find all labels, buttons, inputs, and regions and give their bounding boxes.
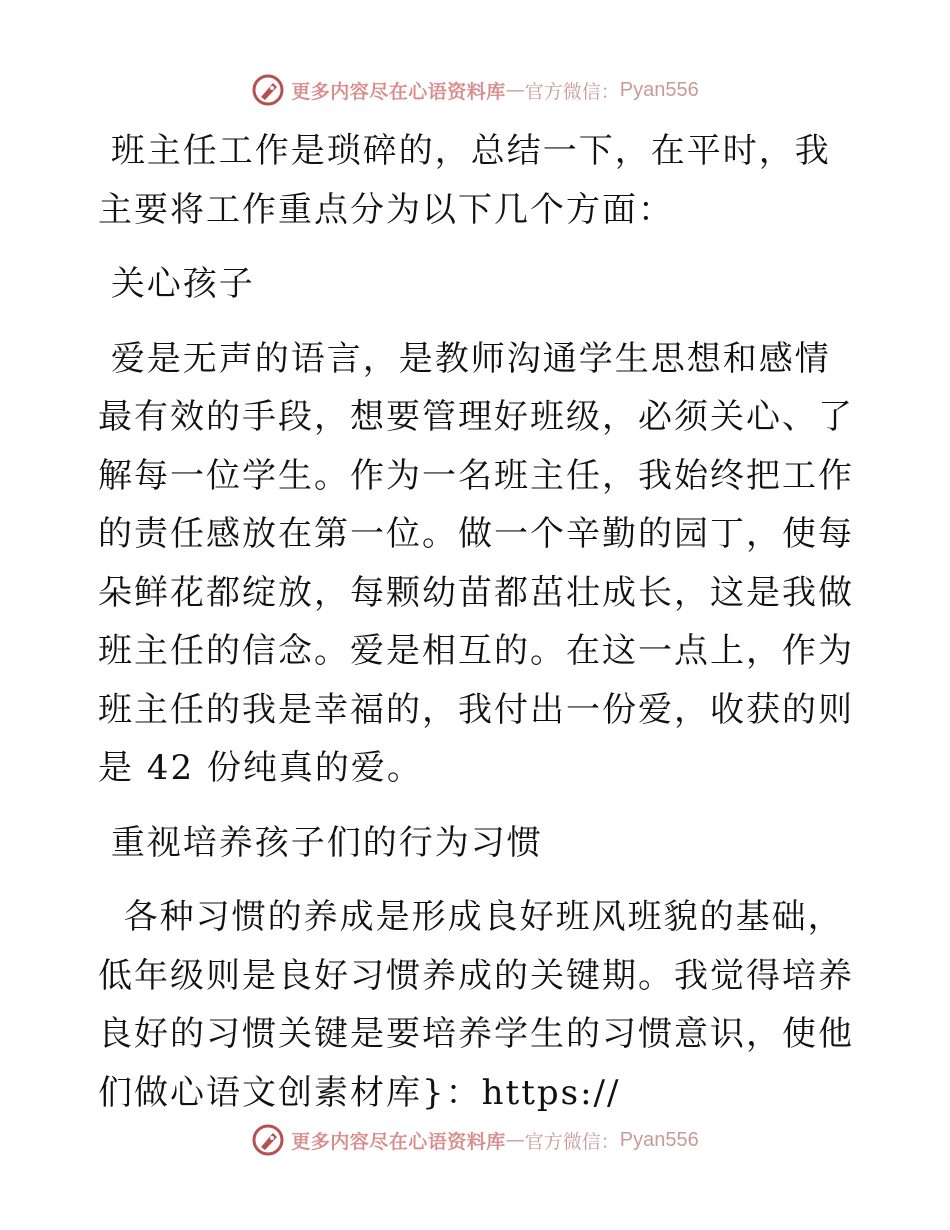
- banner-wechat-label: 官方微信：: [524, 80, 620, 103]
- banner-separator: —: [505, 79, 525, 101]
- banner-wechat-label: 官方微信：: [524, 1130, 620, 1153]
- banner-wechat-id: Pyan556: [619, 78, 699, 101]
- banner-separator: —: [505, 1129, 525, 1151]
- footer-banner: [0, 1120, 950, 1160]
- document-body: [98, 122, 858, 1138]
- intro-paragraph: 班主任工作是琐碎的，总结一下，在平时，我主要将工作重点分为以下几个方面：: [98, 131, 831, 230]
- habits-paragraph: 各种习惯的养成是形成良好班风班貌的基础，低年级则是良好习惯养成的关键期。我觉得培养良好的习惯关键是要培养学生的习惯意识，使他们做心语文创素材库}：https://: [98, 897, 854, 1113]
- pen-nib-logo-icon: [251, 73, 285, 107]
- banner-wechat-id: Pyan556: [619, 1128, 699, 1151]
- section-heading-care: 关心孩子: [98, 264, 255, 304]
- header-banner: [0, 70, 950, 110]
- care-paragraph: 爱是无声的语言，是教师沟通学生思想和感情最有效的手段，想要管理好班级，必须关心、了解每一位学生。作为一名班主任，我始终把工作的责任感放在第一位。做一个辛勤的园丁，使每朵鲜花都绽放，每颗幼苗都茁壮成长，这是我做班主任的信念。爱是相互的。在这一点上，作为班主任的我是幸福的，我付出一份爱，收获的则是 42 份纯真的爱。: [98, 338, 854, 788]
- banner-main-text: 更多内容尽在心语资料库: [291, 1130, 506, 1153]
- section-heading-habits: 重视培养孩子们的行为习惯: [98, 822, 543, 863]
- pen-nib-logo-icon: [251, 1123, 285, 1157]
- banner-main-text: 更多内容尽在心语资料库: [291, 80, 506, 103]
